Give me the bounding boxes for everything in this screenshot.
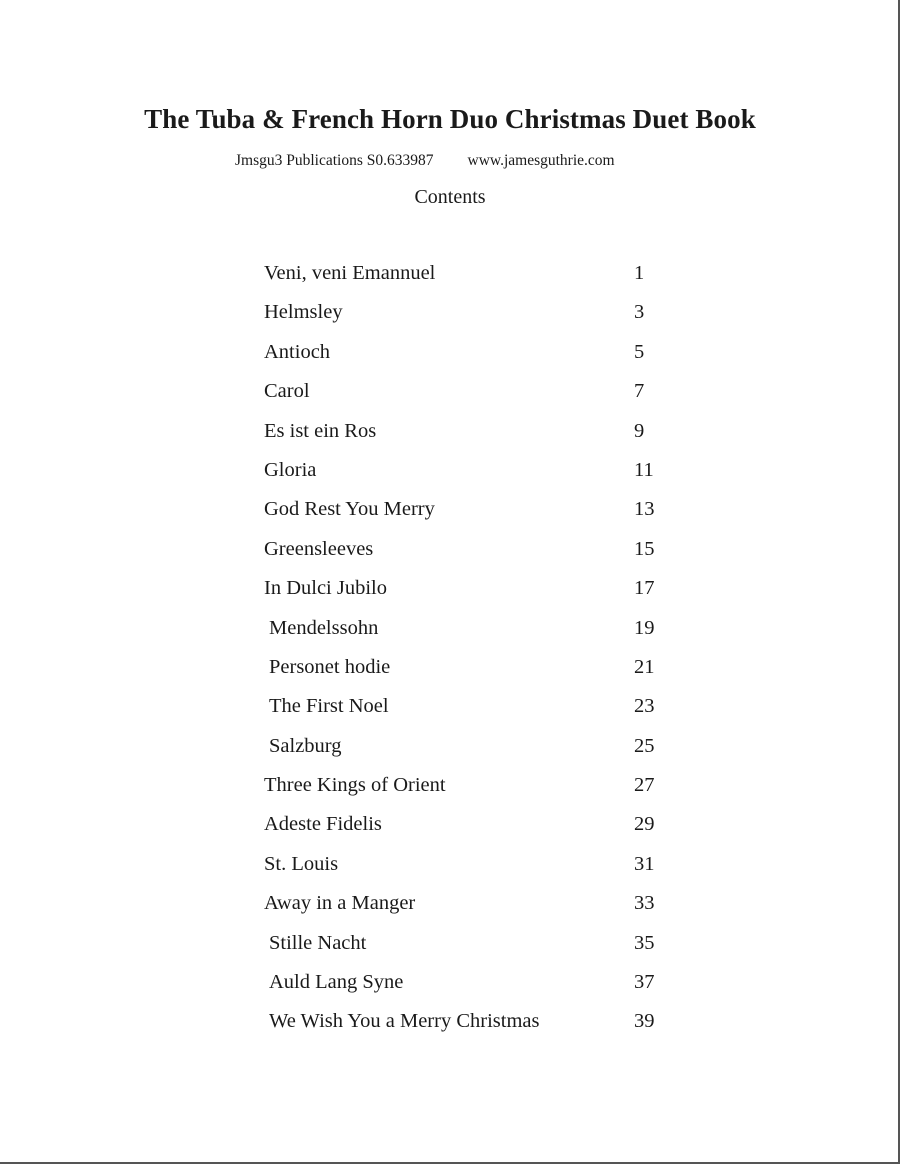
- toc-entry-title: Personet hodie: [269, 655, 391, 678]
- toc-entry-title: God Rest You Merry: [264, 498, 435, 521]
- toc-entry-title: In Dulci Jubilo: [264, 577, 387, 600]
- toc-entry-page: 23: [634, 695, 655, 718]
- toc-entry-page: 25: [634, 734, 655, 757]
- toc-entry-title: St. Louis: [264, 852, 339, 875]
- toc-entry-title: Antioch: [264, 340, 331, 363]
- toc-entry-page: 29: [634, 813, 655, 836]
- toc-entry-title: Helmsley: [264, 301, 343, 324]
- toc-entry-page: 19: [634, 616, 655, 639]
- toc-entry-page: 5: [634, 340, 645, 363]
- toc-entry: [264, 727, 684, 766]
- toc-entry-page: 17: [634, 577, 655, 600]
- toc-entry-page: 9: [634, 419, 645, 442]
- toc-entry: [264, 530, 684, 569]
- toc-entry-title: Es ist ein Ros: [264, 419, 377, 442]
- toc-entry-page: 1: [634, 262, 645, 284]
- table-of-contents: [264, 254, 684, 1042]
- publisher-text: Jmsgu3 Publications S0.633987: [235, 152, 434, 169]
- toc-entry: [264, 333, 684, 372]
- toc-entry-page: 7: [634, 380, 645, 403]
- toc-entry: [264, 609, 684, 648]
- toc-entry-page: 27: [634, 774, 655, 797]
- toc-entry-title: Carol: [264, 380, 310, 403]
- toc-entry: [264, 648, 684, 687]
- toc-entry: [264, 687, 684, 726]
- toc-entry: [264, 254, 684, 293]
- toc-entry-page: 33: [634, 892, 655, 915]
- toc-entry-page: 31: [634, 852, 655, 875]
- toc-entry: [264, 372, 684, 411]
- toc-entry-page: 21: [634, 655, 655, 678]
- toc-entry: [264, 490, 684, 529]
- website-text: www.jamesguthrie.com: [467, 152, 615, 169]
- toc-entry-page: 15: [634, 537, 655, 560]
- toc-entry-title: Adeste Fidelis: [264, 813, 382, 836]
- toc-entry-title: Salzburg: [269, 734, 342, 757]
- toc-entry: [264, 924, 684, 963]
- contents-heading: Contents: [414, 186, 486, 208]
- toc-entry-title: The First Noel: [269, 695, 389, 718]
- toc-entry: [264, 451, 684, 490]
- toc-entry-page: 37: [634, 971, 655, 994]
- toc-entry-page: 35: [634, 931, 655, 954]
- toc-entry: [264, 1002, 684, 1041]
- toc-entry-title: Gloria: [264, 458, 317, 481]
- toc-entry-title: Mendelssohn: [269, 616, 379, 639]
- toc-entry-title: Three Kings of Orient: [264, 774, 446, 797]
- toc-entry-page: 13: [634, 498, 655, 521]
- toc-entry-title: Auld Lang Syne: [269, 971, 404, 994]
- toc-entry: [264, 845, 684, 884]
- toc-entry-title: Greensleeves: [264, 537, 374, 560]
- toc-entry-title: We Wish You a Merry Christmas: [269, 1010, 540, 1033]
- toc-entry: [264, 766, 684, 805]
- toc-entry-page: 39: [634, 1010, 655, 1033]
- toc-entry: [264, 293, 684, 332]
- toc-entry: [264, 805, 684, 844]
- toc-entry-page: 11: [634, 458, 654, 481]
- page-title: The Tuba & French Horn Duo Christmas Duet Book: [144, 104, 756, 134]
- toc-entry: [264, 569, 684, 608]
- toc-entry: [264, 412, 684, 451]
- publication-info: [235, 152, 615, 170]
- toc-entry-title: Veni, veni Emannuel: [264, 262, 436, 284]
- toc-entry-page: 3: [634, 301, 645, 324]
- toc-entry-title: Stille Nacht: [269, 931, 367, 954]
- toc-entry-title: Away in a Manger: [264, 892, 416, 915]
- toc-entry: [264, 963, 684, 1002]
- toc-entry: [264, 884, 684, 923]
